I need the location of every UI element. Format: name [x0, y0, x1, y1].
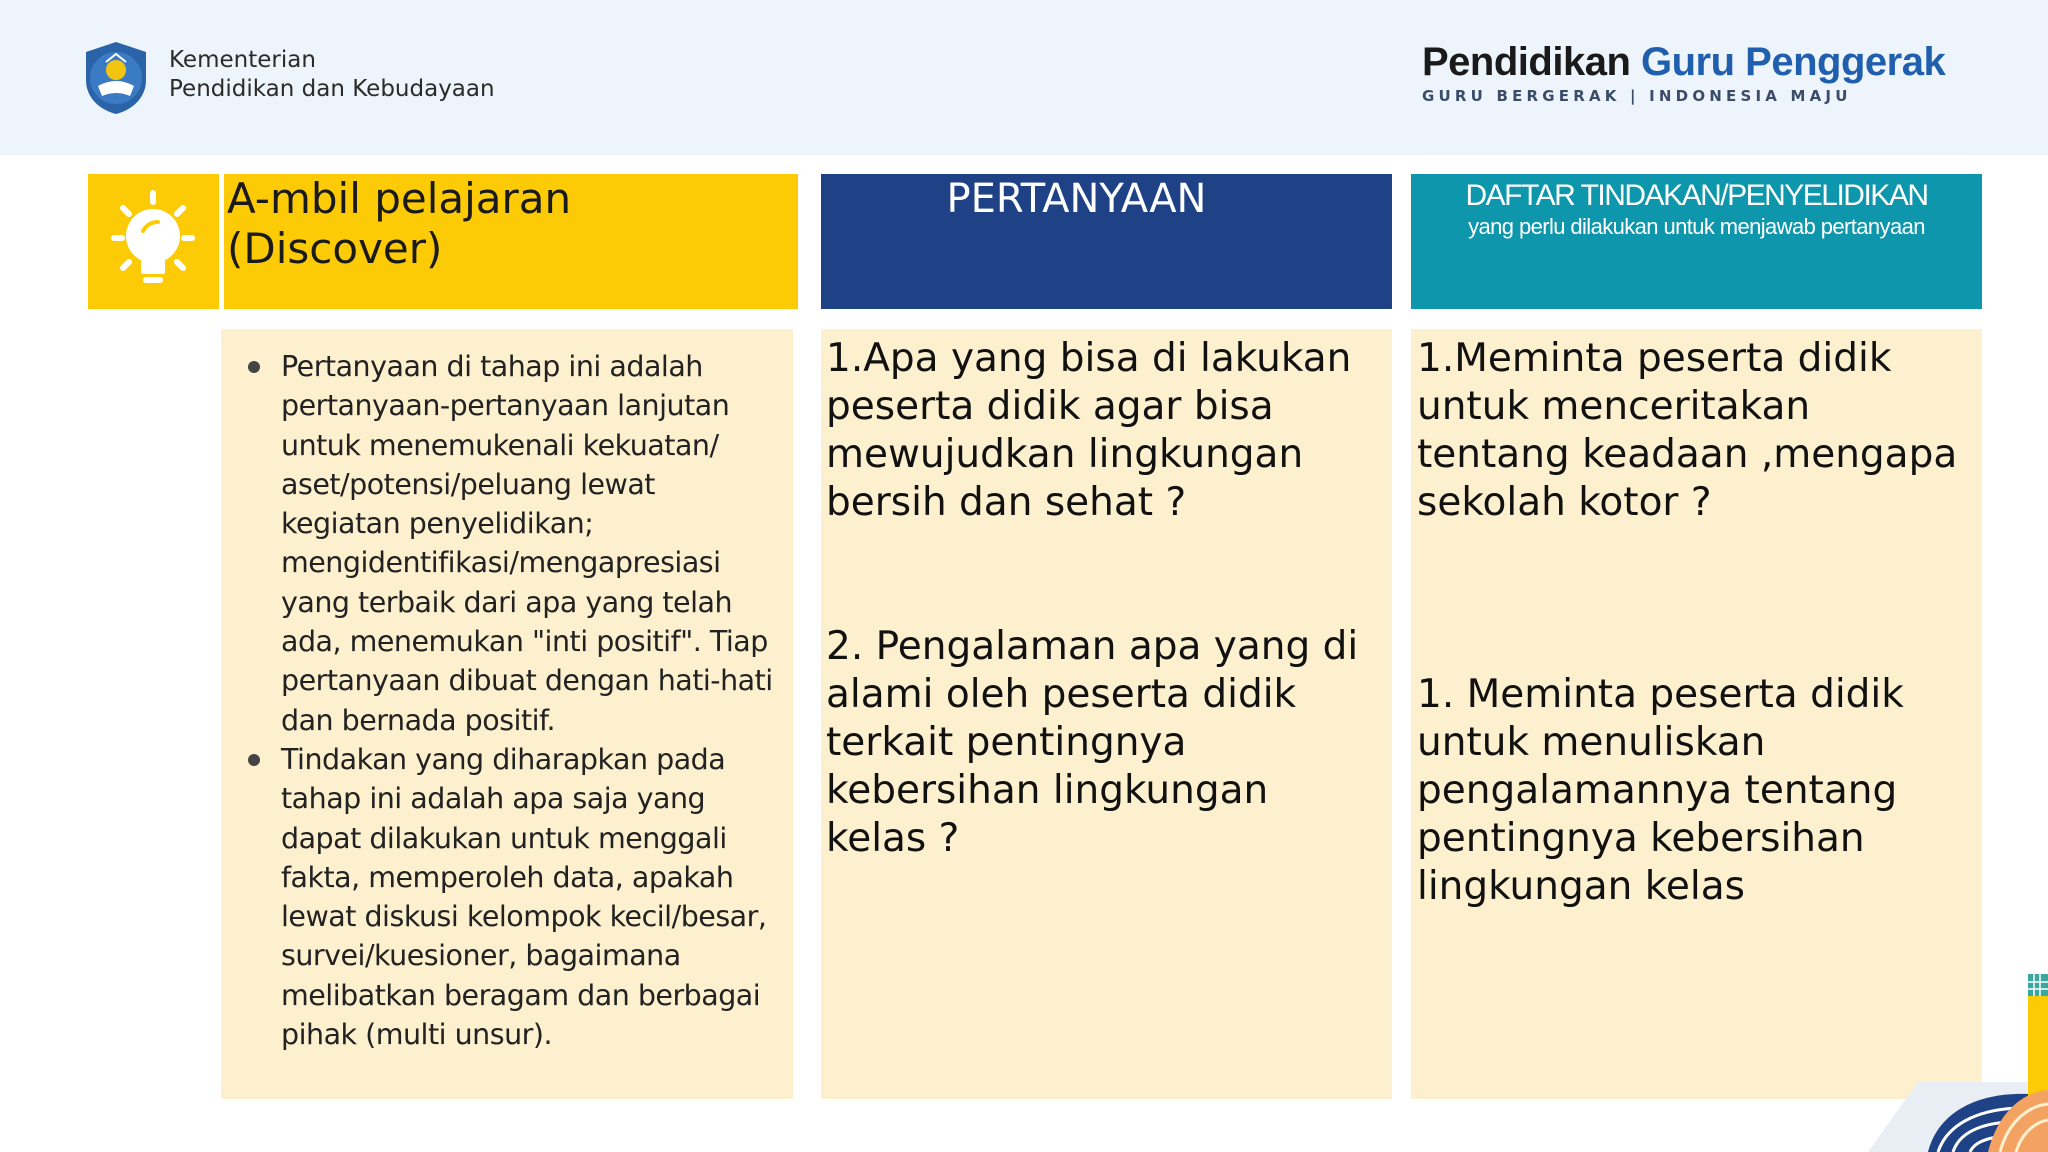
questions-title: PERTANYAAN: [946, 176, 1207, 222]
discover-bullet-text: Pertanyaan di tahap ini adalah pertanyaan-pertanyaan lanjutan untuk menemukenali kekuatan/ aset/potensi/peluang lewat kegiatan penyelidikan; mengidentifikasi/mengapresiasi yang terbaik dari apa yang telah ada, menemukan "inti positif". Tiap pertanyaan dibuat dengan hati-hati dan bernada positif.: [281, 350, 773, 737]
actions-header: [1411, 174, 1982, 309]
ministry-name: [169, 46, 495, 104]
program-title-part2: Guru Penggerak: [1641, 40, 1946, 84]
tut-wuri-handayani-logo: [80, 40, 152, 116]
questions-header: [821, 174, 1392, 309]
discover-bullet-list: [221, 347, 773, 1054]
discover-bullet-text: Tindakan yang diharapkan pada tahap ini adalah apa saja yang dapat dilakukan untuk menggali fakta, memperoleh data, apakah lewat diskusi kelompok kecil/besar, survei/kuesioner, bagaimana melibatkan beragam dan berbagai pihak (multi unsur).: [281, 742, 767, 1052]
question-item: 1.Apa yang bisa di lakukan peserta didik agar bisa mewujudkan lingkungan bersih dan sehat ?: [826, 336, 1352, 525]
ministry-line1: Kementerian: [169, 47, 316, 73]
discover-title-line2: (Discover): [227, 224, 443, 273]
discover-bullet: [221, 347, 773, 740]
program-tagline: GURU BERGERAK | INDONESIA MAJU: [1422, 87, 1852, 105]
lightbulb-icon: [88, 174, 219, 309]
discover-bullet: [221, 740, 773, 1054]
actions-title: DAFTAR TINDAKAN/PENYELIDIKAN: [1465, 179, 1928, 212]
program-title-part1: Pendidikan: [1422, 40, 1641, 84]
discover-header: [224, 174, 798, 309]
corner-decoration: [1788, 962, 2048, 1152]
action-item: 1. Meminta peserta didik untuk menuliskan pengalamannya tentang pentingnya kebersihan lingkungan kelas: [1417, 672, 1904, 909]
program-title: [1422, 40, 1982, 85]
ministry-line2: Pendidikan dan Kebudayaan: [169, 76, 495, 102]
question-item: 2. Pengalaman apa yang di alami oleh peserta didik terkait pentingnya kebersihan lingkungan kelas ?: [826, 624, 1359, 861]
program-logo: [1422, 40, 1982, 105]
lightbulb-tile: [88, 174, 219, 309]
bullet-dot-icon: [248, 754, 260, 766]
discover-title-line1: A-mbil pelajaran: [227, 174, 572, 223]
discover-body: [221, 329, 793, 1099]
bullet-dot-icon: [248, 361, 260, 373]
questions-body: [821, 329, 1392, 1099]
actions-subtitle: yang perlu dilakukan untuk menjawab pertanyaan: [1468, 214, 1925, 239]
action-item: 1.Meminta peserta didik untuk menceritakan tentang keadaan ,mengapa sekolah kotor ?: [1417, 336, 1958, 525]
